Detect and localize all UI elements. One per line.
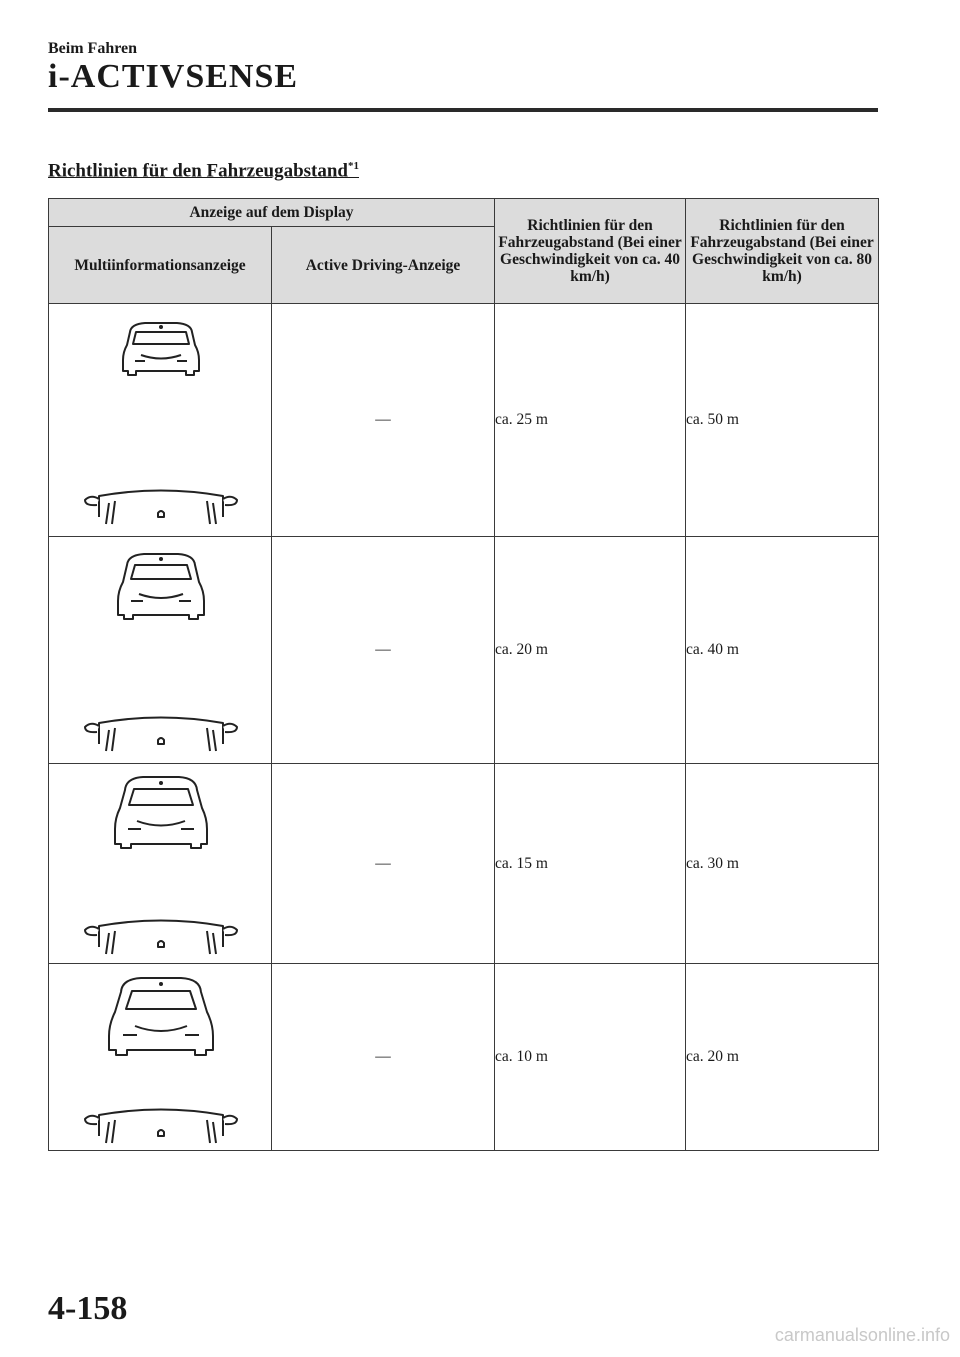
multi-display-cell <box>49 304 272 537</box>
header-active: Active Driving-Anzeige <box>272 227 495 304</box>
dist40-cell: ca. 20 m <box>495 537 686 764</box>
footnote-mark: *1 <box>348 160 359 172</box>
header-rule <box>48 108 878 112</box>
table-row <box>49 304 879 537</box>
dist80-cell: ca. 50 m <box>686 304 879 537</box>
active-display-cell: — <box>272 764 495 964</box>
table-row <box>49 964 879 1151</box>
car-distance-shortest-icon <box>49 964 272 1151</box>
sub-heading <box>48 160 359 182</box>
active-display-cell: — <box>272 304 495 537</box>
multi-display-cell <box>49 964 272 1151</box>
display-group-header: Anzeige auf dem Display <box>49 199 495 227</box>
distance-guide-table <box>48 198 879 1151</box>
sub-heading-text: Richtlinien für den Fahrzeugabstand <box>48 160 348 182</box>
dist40-cell: ca. 25 m <box>495 304 686 537</box>
multi-display-cell <box>49 537 272 764</box>
table-row <box>49 764 879 964</box>
car-distance-medium-icon <box>49 537 272 764</box>
dist80-cell: ca. 30 m <box>686 764 879 964</box>
active-display-cell: — <box>272 537 495 764</box>
section-label: Beim Fahren <box>48 40 138 57</box>
car-distance-short-icon <box>49 764 272 964</box>
active-display-cell: — <box>272 964 495 1151</box>
header-dist80: Richtlinien für den Fahrzeugabstand (Bei einer Geschwindigkeit von ca. 80 km/h) <box>686 199 879 304</box>
header-multi: Multiinformationsanzeige <box>49 227 272 304</box>
dist40-cell: ca. 10 m <box>495 964 686 1151</box>
header-dist40: Richtlinien für den Fahrzeugabstand (Bei einer Geschwindigkeit von ca. 40 km/h) <box>495 199 686 304</box>
chapter-title: i-ACTIVSENSE <box>48 58 299 95</box>
page-number: 4-158 <box>48 1290 128 1327</box>
multi-display-cell <box>49 764 272 964</box>
dist40-cell: ca. 15 m <box>495 764 686 964</box>
dist80-cell: ca. 40 m <box>686 537 879 764</box>
watermark: carmanualsonline.info <box>774 1325 950 1345</box>
table-row <box>49 537 879 764</box>
car-distance-far-icon <box>49 304 272 537</box>
dist80-cell: ca. 20 m <box>686 964 879 1151</box>
